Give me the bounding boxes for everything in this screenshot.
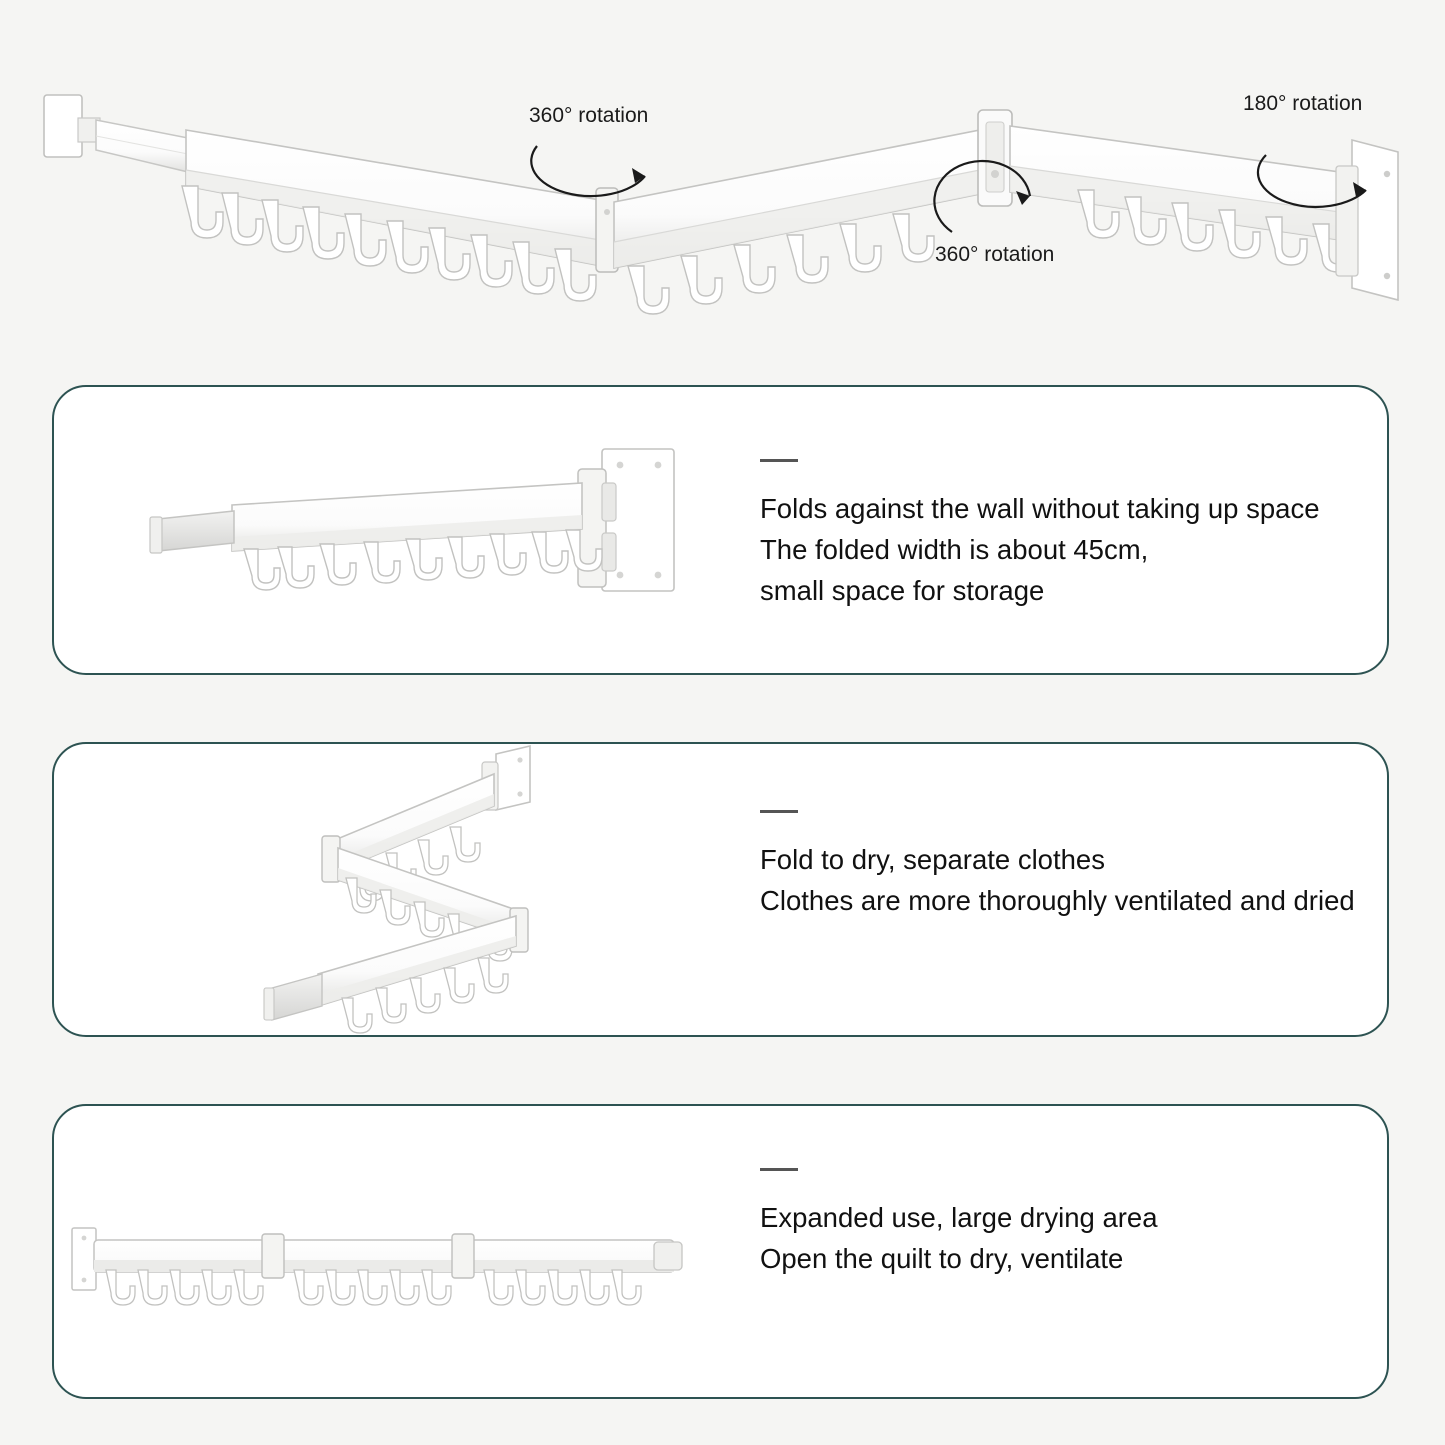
extended-left-bracket bbox=[72, 1228, 96, 1290]
hero-product-illustration bbox=[0, 0, 1445, 370]
extended-main-bar bbox=[94, 1240, 674, 1272]
text-dash-divider bbox=[760, 810, 798, 813]
zigzag-folded-rack-illustration bbox=[54, 744, 694, 1035]
feature-line: Expanded use, large drying area bbox=[760, 1202, 1158, 1233]
feature-line: Folds against the wall without taking up space bbox=[760, 493, 1320, 524]
center-peak-joint bbox=[978, 110, 1012, 206]
feature-line: Fold to dry, separate clothes bbox=[760, 844, 1105, 875]
folded-extension-tube bbox=[150, 511, 234, 553]
rotation-arc-360-left bbox=[531, 146, 645, 196]
extended-bar-hooks bbox=[106, 1270, 641, 1305]
left-extension-tube bbox=[96, 120, 188, 172]
label-rotation-360-center: 360° rotation bbox=[935, 243, 1055, 266]
feature-line: small space for storage bbox=[760, 575, 1045, 606]
folded-rack-illustration bbox=[54, 387, 694, 673]
right-wall-bracket bbox=[1336, 140, 1398, 300]
feature-text-fold-to-dry bbox=[760, 810, 1355, 921]
label-rotation-180-right: 180° rotation bbox=[1243, 92, 1363, 115]
text-dash-divider bbox=[760, 1168, 798, 1171]
hero-rack-drawing bbox=[0, 0, 1445, 370]
left-wall-bracket bbox=[44, 95, 100, 157]
fully-extended-rack-illustration bbox=[54, 1106, 694, 1397]
label-rotation-360-left: 360° rotation bbox=[529, 104, 649, 127]
feature-text-folds-against-wall bbox=[760, 459, 1320, 611]
feature-card-fold-to-dry bbox=[52, 742, 1389, 1037]
feature-text-expanded-use bbox=[760, 1168, 1158, 1279]
text-dash-divider bbox=[760, 459, 798, 462]
feature-card-folds-against-wall bbox=[52, 385, 1389, 675]
feature-line: Clothes are more thoroughly ventilated and dried bbox=[760, 885, 1355, 916]
lower-extension-tube bbox=[264, 974, 322, 1020]
feature-line: Open the quilt to dry, ventilate bbox=[760, 1243, 1124, 1274]
feature-line: The folded width is about 45cm, bbox=[760, 534, 1149, 565]
feature-card-expanded-use bbox=[52, 1104, 1389, 1399]
